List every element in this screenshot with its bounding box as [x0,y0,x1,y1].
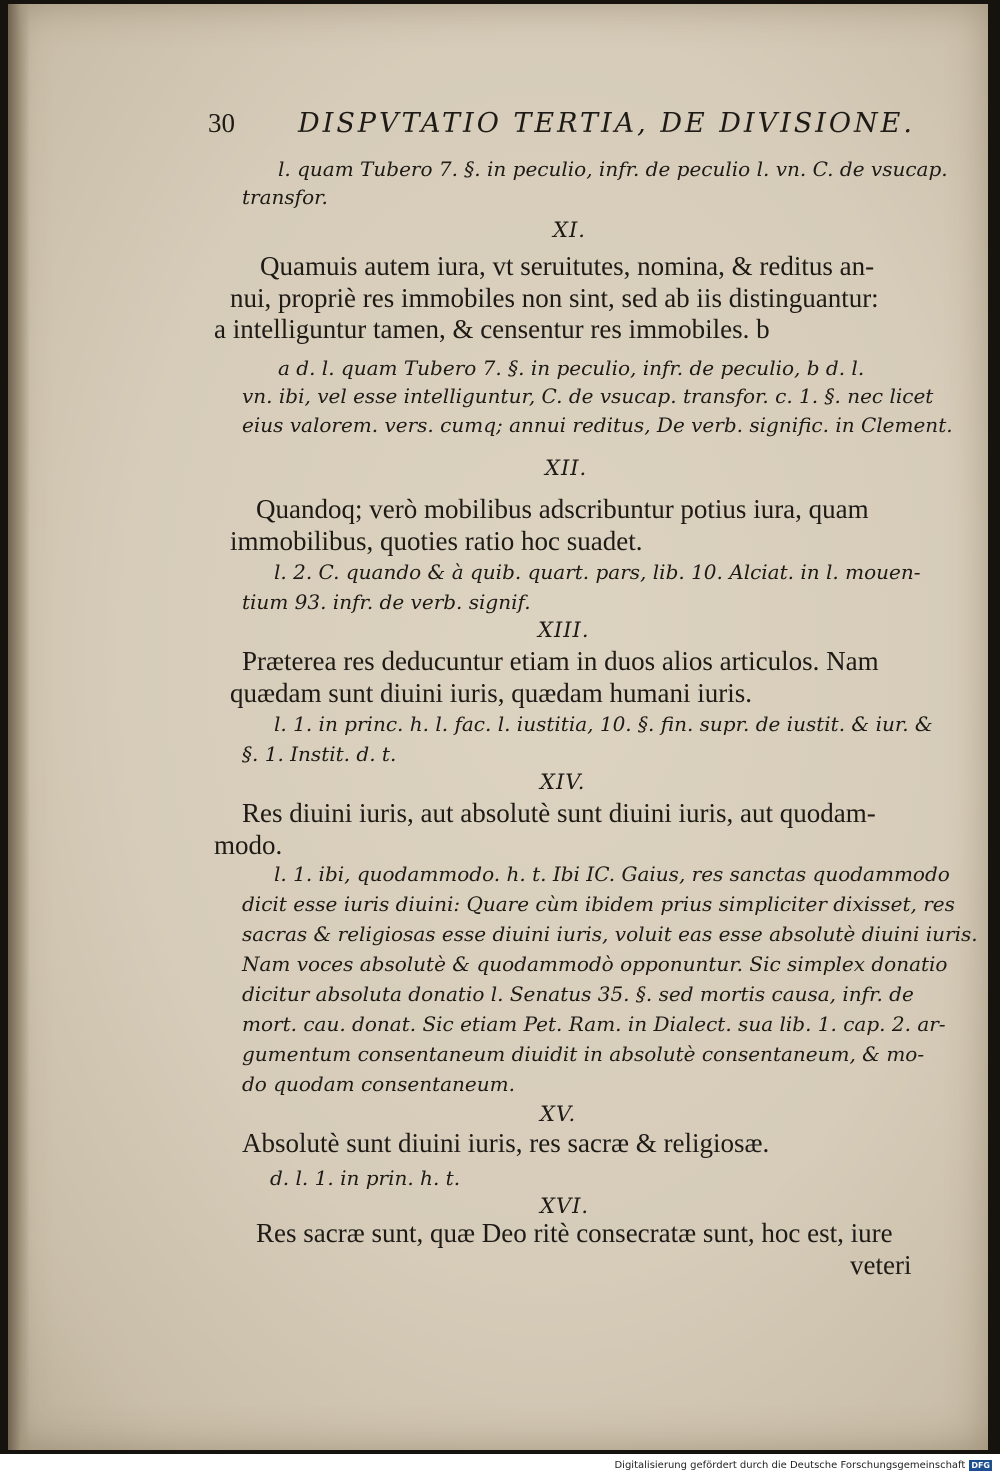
section-number: XIII. [538,618,590,642]
text-line: a intelliguntur tamen, & censentur res immobiles. b [214,314,770,344]
section-number: XI. [553,218,586,242]
page-number: 30 [208,108,235,138]
catchword: veteri [850,1250,912,1280]
digitization-footer [614,1458,992,1472]
citation-line: l. 2. C. quando & à quib. quart. pars, lib. 10. Alciat. in l. mouen- [274,560,921,584]
text-line: Præterea res deducuntur etiam in duos alios articulos. Nam [242,646,879,676]
citation-line: d. l. 1. in prin. h. t. [270,1166,461,1190]
citation-line: do quodam consentaneum. [242,1072,515,1096]
citation-line: dicit esse iuris diuini: Quare cùm ibidem prius simpliciter dixisset, res [242,892,955,916]
text-line: immobilibus, quoties ratio hoc suadet. [230,526,643,556]
citation-line: l. 1. ibi, quodammodo. h. t. Ibi IC. Gaius, res sanctas quodammodo [274,862,950,886]
section-number: XIV. [540,770,586,794]
text-line: modo. [214,830,283,860]
citation-line: tium 93. infr. de verb. signif. [242,590,531,614]
section-number: XII. [545,456,588,480]
citation-line: transfor. [242,185,328,209]
dfg-logo: DFG [971,1460,990,1470]
text-line: Quamuis autem iura, vt seruitutes, nomina, & reditus an- [260,251,875,281]
citation-line: eius valorem. vers. cumq; annui reditus, De verb. signific. in Clement. [242,413,953,437]
citation-line: a d. l. quam Tubero 7. §. in peculio, infr. de peculio, b d. l. [278,356,865,380]
text-line: Quandoq; verò mobilibus adscribuntur potius iura, quam [256,494,869,524]
text-line: nui, propriè res immobiles non sint, sed ab iis distinguantur: [230,283,879,313]
citation-line: l. 1. in princ. h. l. fac. l. iustitia, 10. §. fin. supr. de iustit. & iur. & [274,712,933,736]
footer-text: Digitalisierung gefördert durch die Deutsche Forschungsgemeinschaft [614,1459,966,1471]
citation-line: dicitur absoluta donatio l. Senatus 35. §. sed mortis causa, infr. de [242,982,914,1006]
running-title: DISPVTATIO TERTIA, DE DIVISIONE. [298,108,915,139]
section-number: XV. [540,1102,577,1126]
text-line: Res sacræ sunt, quæ Deo ritè consecratæ sunt, hoc est, iure [256,1218,893,1248]
page-text [8,4,988,1450]
section-number: XVI. [540,1194,590,1218]
text-line: quædam sunt diuini iuris, quædam humani iuris. [230,678,752,708]
text-line: Absolutè sunt diuini iuris, res sacræ & religiosæ. [242,1128,770,1158]
citation-line: l. quam Tubero 7. §. in peculio, infr. de peculio l. vn. C. de vsucap. [278,157,948,181]
text-line: Res diuini iuris, aut absolutè sunt diuini iuris, aut quodam- [242,798,876,828]
citation-line: sacras & religiosas esse diuini iuris, voluit eas esse absolutè diuini iuris. [242,922,978,946]
citation-line: §. 1. Instit. d. t. [242,742,397,766]
citation-line: gumentum consentaneum diuidit in absolutè consentaneum, & mo- [242,1042,925,1066]
citation-line: vn. ibi, vel esse intelliguntur, C. de vsucap. transfor. c. 1. §. nec licet [242,384,934,408]
book-page [8,4,988,1450]
citation-line: Nam voces absolutè & quodammodò opponuntur. Sic simplex donatio [242,952,948,976]
citation-line: mort. cau. donat. Sic etiam Pet. Ram. in Dialect. sua lib. 1. cap. 2. ar- [242,1012,946,1036]
